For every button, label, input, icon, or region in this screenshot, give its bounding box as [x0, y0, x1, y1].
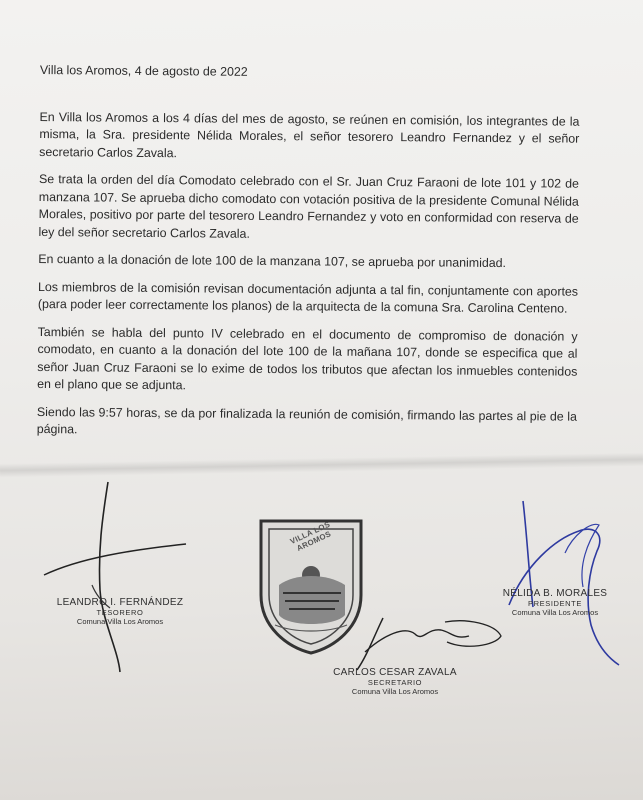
secretary-org: Comuna Villa Los Aromos: [351, 687, 439, 696]
secretary-role: SECRETARIO: [367, 678, 423, 687]
seal-text: VILLA LOS AROMOS: [288, 519, 333, 553]
president-org: Comuna Villa Los Aromos: [511, 608, 599, 617]
paragraph-attendees: En Villa los Aromos a los 4 días del mes de agosto, se reúnen en comisión, los integrantes de la misma, la Sra. presidente Nélida Morales, el señor tesorero Leandro Fernandez y el señor secretario Carlos Zavala.: [39, 109, 580, 160]
president-signature-block: [485, 588, 625, 617]
paragraph-documentation: Los miembros de la comisión revisan documentación adjunta a tal fin, conjuntamente con aportes (para poder leer correctamente los planos) de la arquitecta de la comuna Sra. Carolina Centeno.: [37, 279, 579, 316]
paragraph-comodato: Se trata la orden del día Comodato celebrado con el Sr. Juan Cruz Faraoni de lote 101 y 102 de manzana 107. Se aprueba dicho comodato con votación positiva de la presidente Comunal Nélida Morales, positivo por parte del tesorero Leandro Fernandez y voto en conformidad con reserva de ley del señor secretario Carlos Zavala.: [38, 171, 580, 241]
secretary-signature-block: [325, 667, 465, 696]
president-name: NÉLIDA B. MORALES: [502, 588, 608, 599]
paper-fold-shadow: [0, 452, 643, 477]
president-role: PRESIDENTE: [528, 599, 582, 608]
date-line: Villa los Aromos, 4 de agosto de 2022: [39, 62, 248, 79]
president-signature: [495, 495, 630, 670]
document-body: [37, 62, 580, 453]
treasurer-signature: [40, 480, 190, 680]
secretary-name: CARLOS CESAR ZAVALA: [333, 667, 457, 678]
paragraph-donation: En cuanto a la donación de lote 100 de la manzana 107, se aprueba por unanimidad.: [38, 251, 507, 271]
paragraph-point-iv: También se habla del punto IV celebrado en el documento de compromiso de donación y comodato, en cuanto a la donación del lote 100 de la mañana 107, donde se especifica que al señor Juan Cruz Faraoni se lo exime de todos los tributos que afectan los inmuebles contenidos en el plano que se adjunta.: [37, 324, 578, 393]
treasurer-signature-block: [50, 597, 190, 626]
treasurer-name: LEANDRO I. FERNÁNDEZ: [56, 597, 184, 608]
treasurer-org: Comuna Villa Los Aromos: [76, 617, 164, 626]
paragraph-closing: Siendo las 9:57 horas, se da por finalizada la reunión de comisión, firmando las partes al pie de la página.: [36, 404, 577, 437]
treasurer-role: TESORERO: [96, 608, 144, 617]
